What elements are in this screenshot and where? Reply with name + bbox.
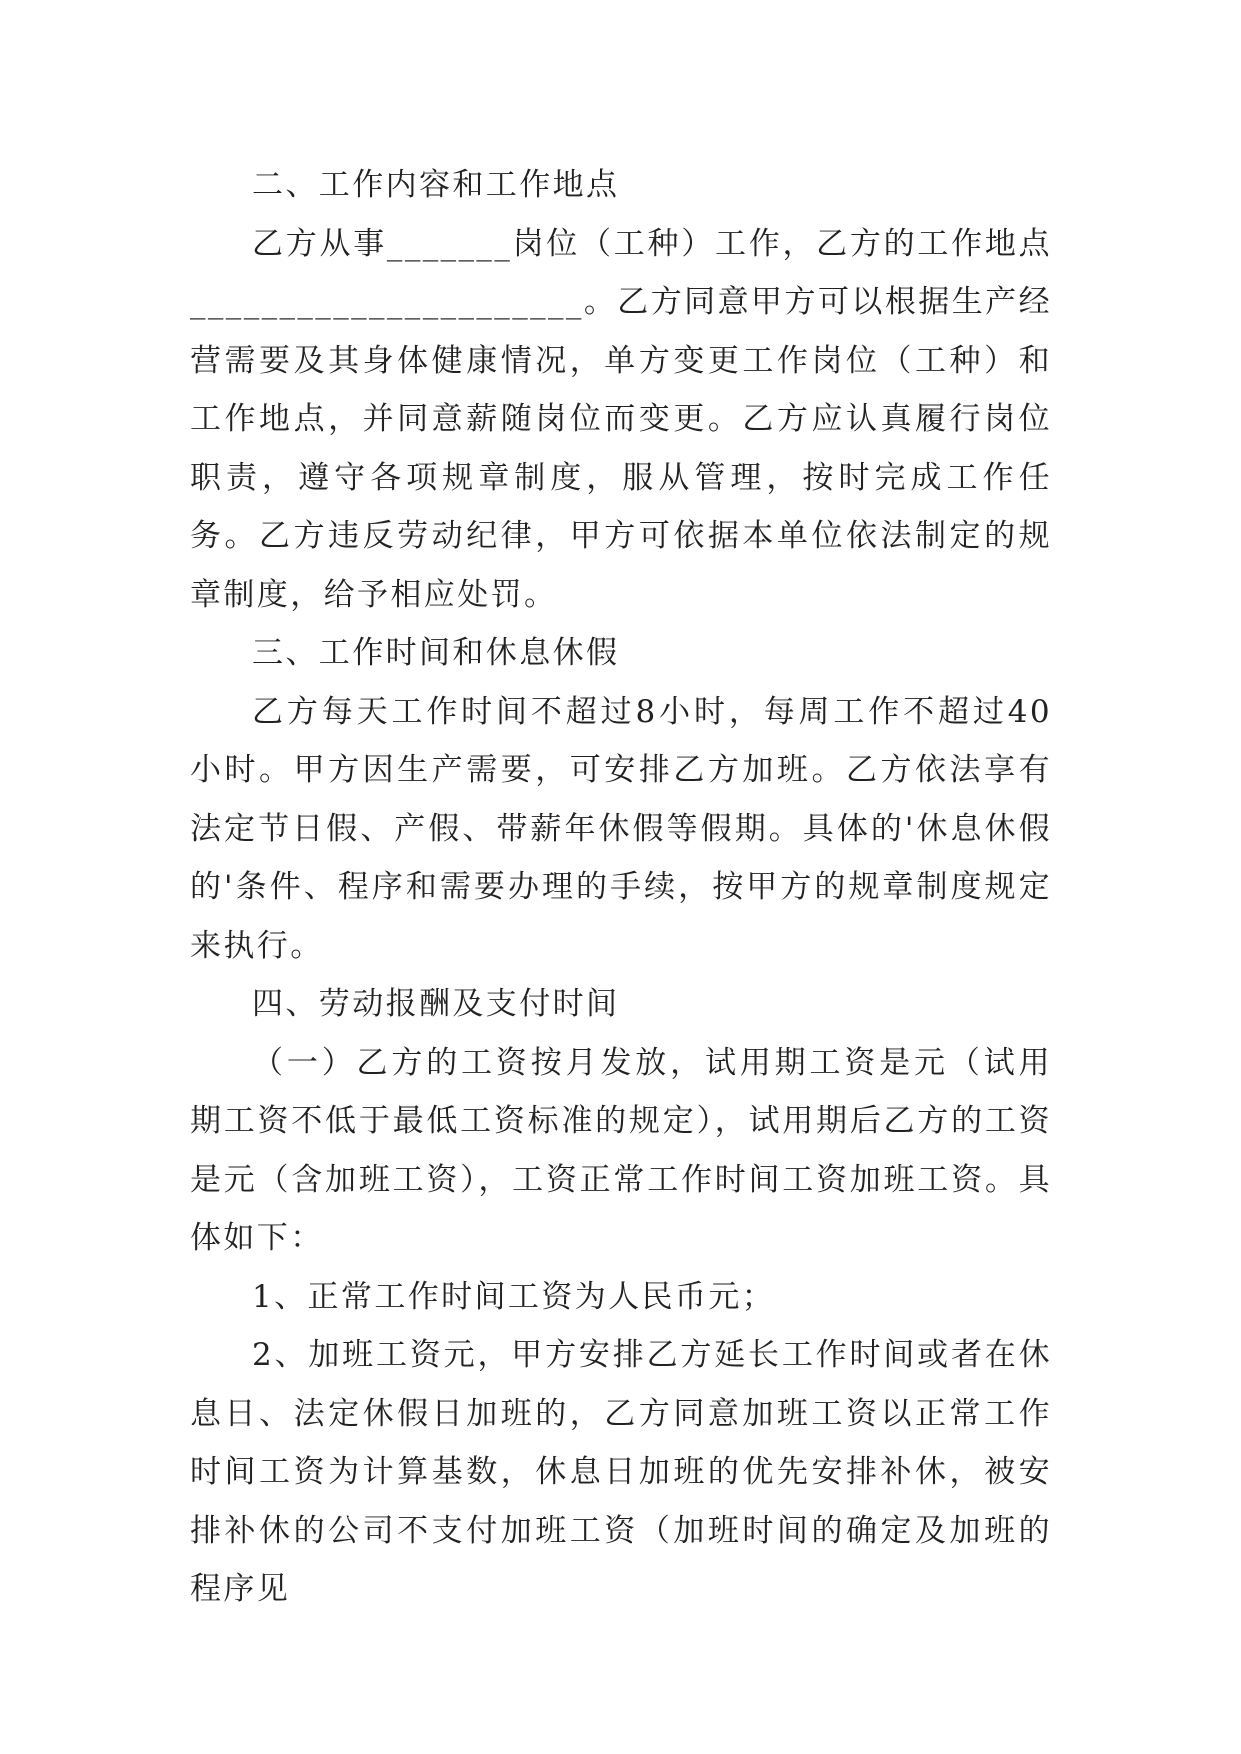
paragraph-overtime-wage: 2、加班工资元，甲方安排乙方延长工作时间或者在休息日、法定休假日加班的，乙方同意加班工资以正常工作时间工资为计算基数，休息日加班的优先安排补休，被安排补休的公司不支付加班工资（加班时间的确定及加班的程序见 [190,1337,1052,1607]
paragraph-salary-monthly: （一）乙方的工资按月发放，试用期工资是元（试用期工资不低于最低工资标准的规定），试用期后乙方的工资是元（含加班工资），工资正常工作时间工资加班工资。具体如下： [190,1044,1052,1256]
paragraph-normal-wage: 1、正常工作时间工资为人民币元； [252,1278,776,1315]
section-heading-work-time: 三、工作时间和休息休假 [252,635,620,671]
paragraph-work-time: 乙方每天工作时间不超过8小时，每周工作不超过40小时。甲方因生产需要，可安排乙方加班。乙方依法享有法定节日假、产假、带薪年休假等假期。具体的'休息休假的'条件、程序和需要办理的手续，按甲方的规章制度规定来执行。 [190,693,1052,964]
section-heading-remuneration: 四、劳动报酬及支付时间 [252,986,620,1022]
document-body [190,156,1052,1619]
section-heading-work-content: 二、工作内容和工作地点 [252,167,620,203]
paragraph-work-content: 乙方从事_______岗位（工种）工作，乙方的工作地点______________________。乙方同意甲方可以根据生产经营需要及其身体健康情况，单方变更工作岗位（工种）和工作地点，并同意薪随岗位而变更。乙方应认真履行岗位职责，遵守各项规章制度，服从管理，按时完成工作任务。乙方违反劳动纪律，甲方可依据本单位依法制定的规章制度，给予相应处罚。 [190,225,1052,613]
